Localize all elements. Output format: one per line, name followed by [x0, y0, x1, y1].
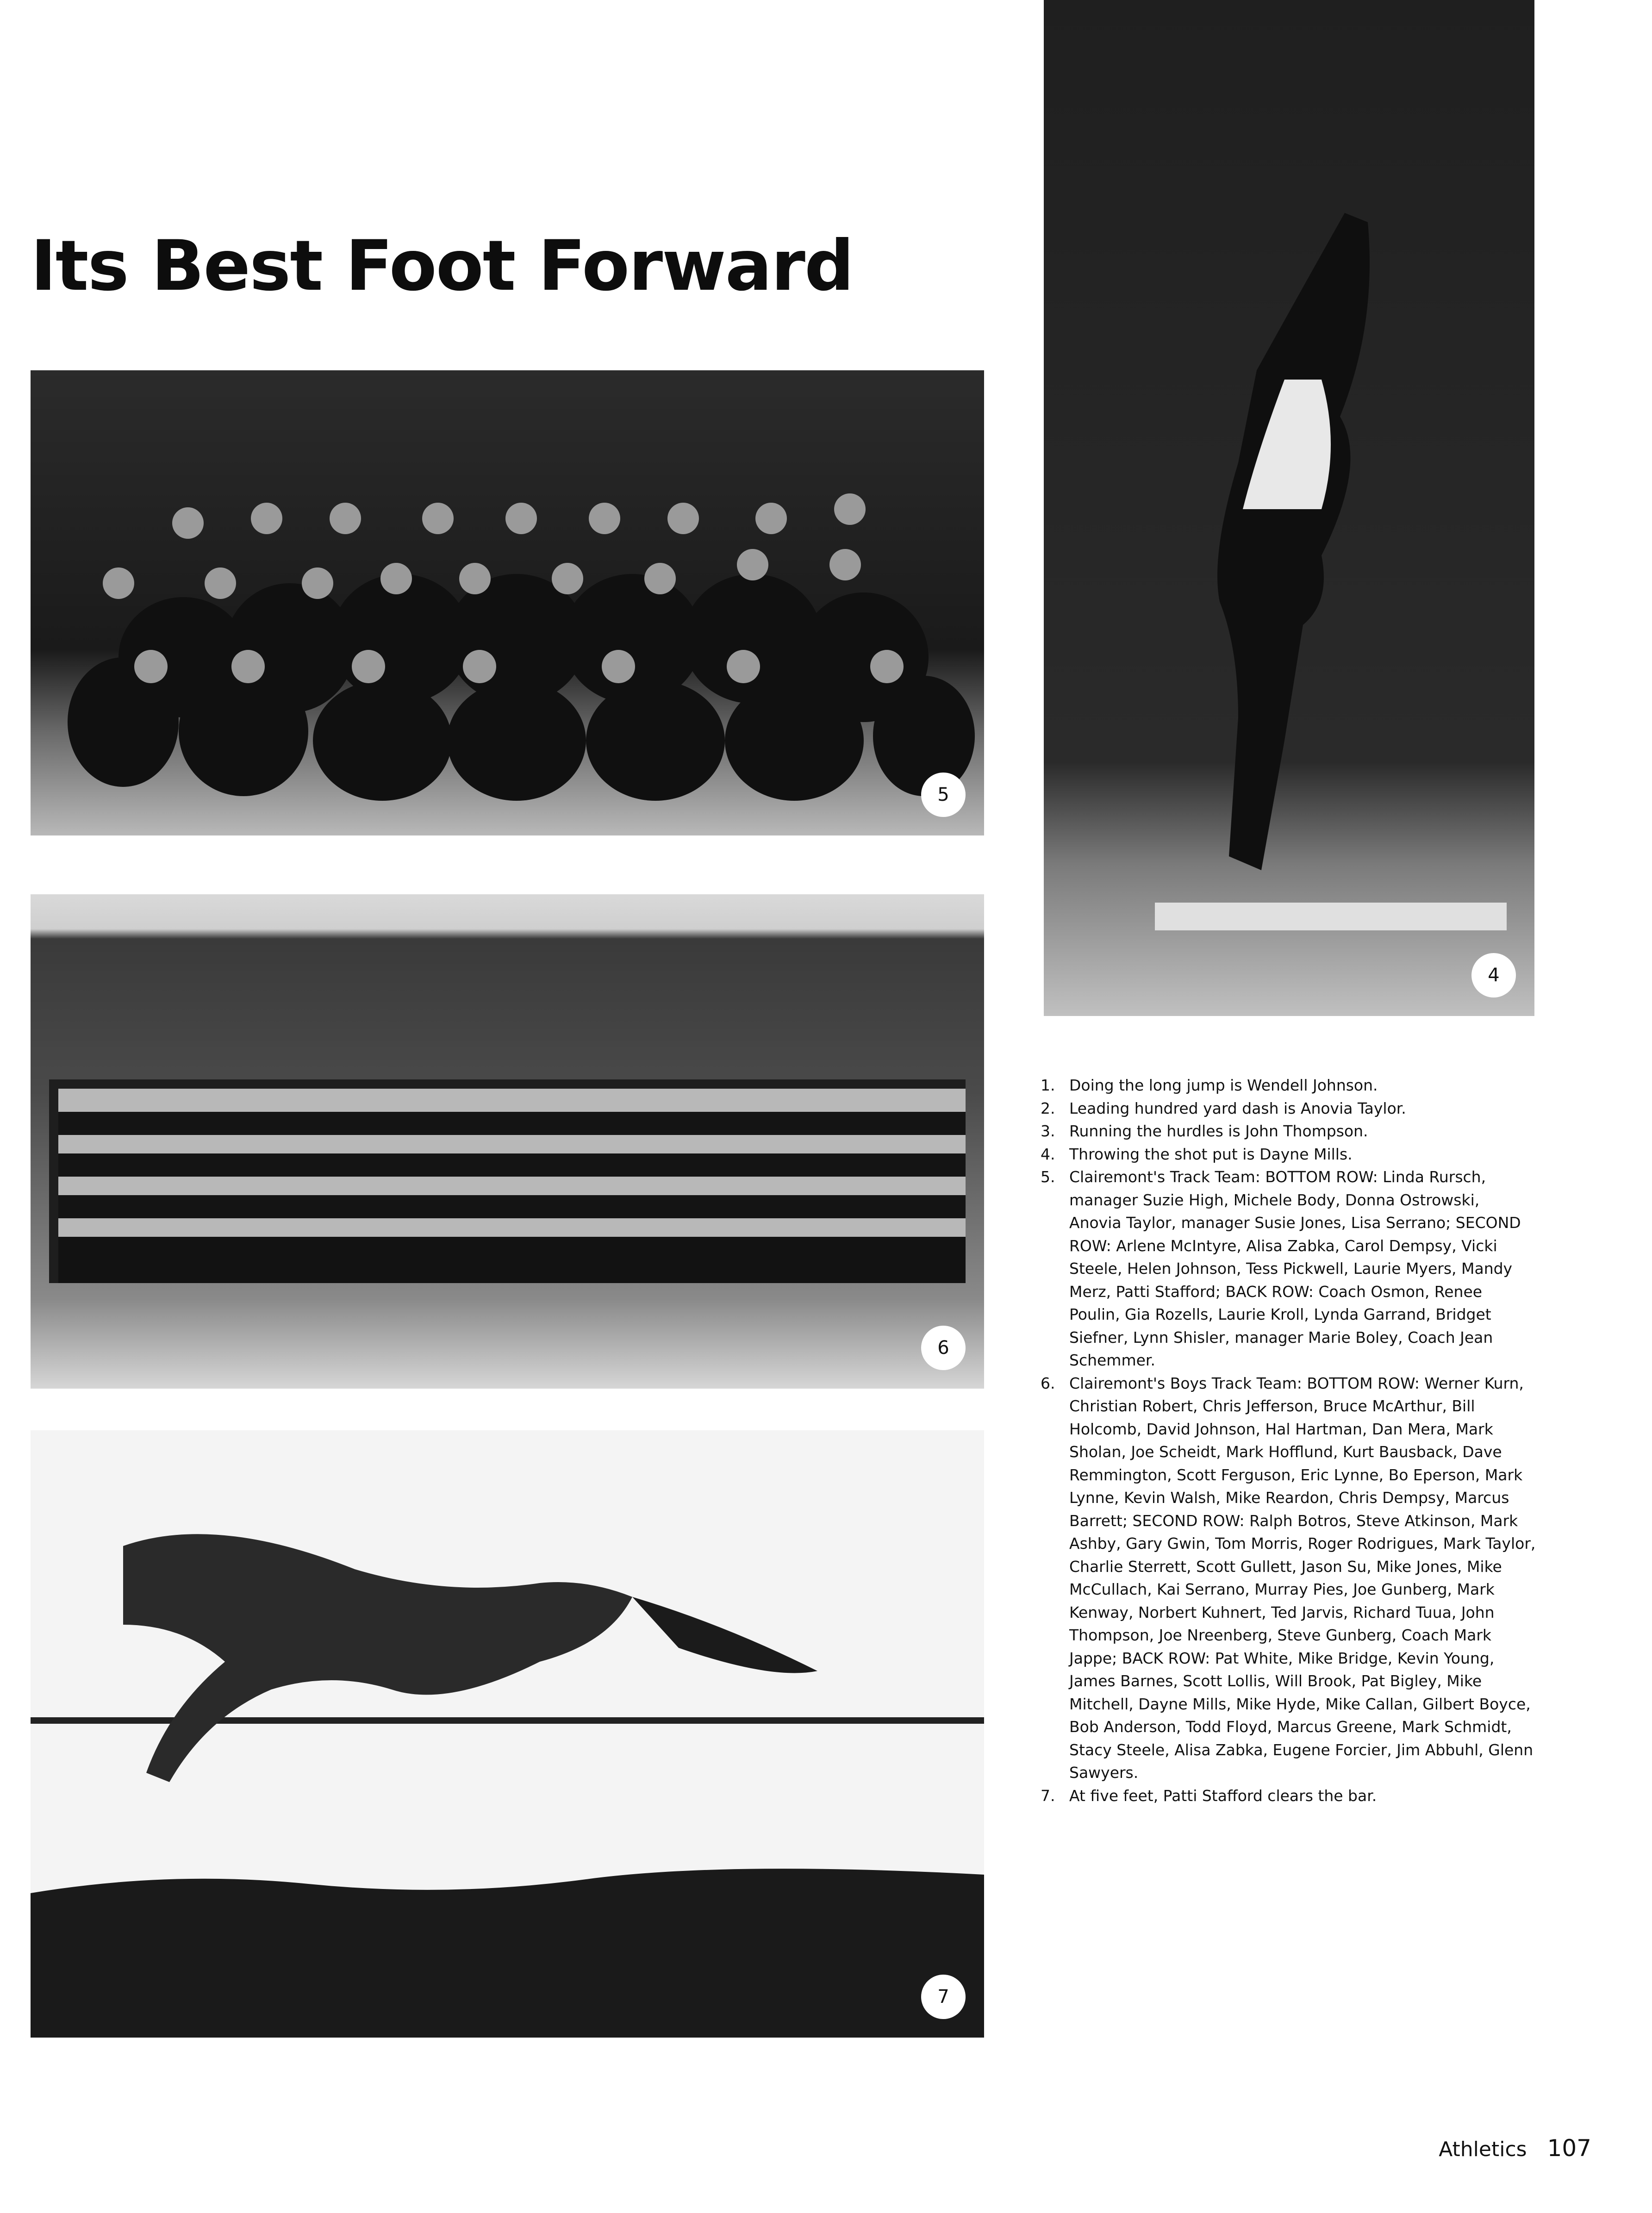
- girls-team-image: [31, 370, 984, 835]
- girls-track-team-photo: [31, 370, 984, 835]
- section-label: Athletics: [1439, 2138, 1527, 2161]
- caption-text: Clairemont's Track Team: BOTTOM ROW: Linda Rursch, manager Suzie High, Michele Body, Donna Ostrowski, Anovia Taylor, manager Susie Jones, Lisa Serrano; SECOND ROW: Arlene McIntyre, Alisa Zabka, Carol Dempsy, Vicki Steele, Helen Johnson, Tess Pickwell, Laurie Myers, Mandy Merz, Patti Stafford; BACK ROW: Coach Osmon, Renee Poulin, Gia Rozells, Laurie Kroll, Lynda Garrand, Bridget Siefner, Lynn Shisler, manager Marie Boley, Coach Jean Schemmer.: [1069, 1168, 1521, 1369]
- caption-number: 7.: [1041, 1786, 1055, 1805]
- boys-team-image: [31, 894, 984, 1389]
- high-jump-image: [31, 1430, 984, 2038]
- page-title: Its Best Foot Forward: [31, 226, 854, 306]
- caption-number: 5.: [1041, 1168, 1055, 1186]
- caption-number: 2.: [1041, 1099, 1055, 1117]
- caption-text: Throwing the shot put is Dayne Mills.: [1069, 1145, 1353, 1163]
- caption-text: Clairemont's Boys Track Team: BOTTOM ROW: Werner Kurn, Christian Robert, Chris Jefferson, Bruce McArthur, Bill Holcomb, David Johnson, Hal Hartman, Dan Mera, Mark Sholan, Joe Scheidt, Mark Hofflund, Kurt Bausback, Dave Remmington, Scott Ferguson, Eric Lynne, Bo Eperson, Mark Lynne, Kevin Walsh, Mike Reardon, Chris Dempsy, Marcus Barrett; SECOND ROW: Ralph Botros, Steve Atkinson, Mark Ashby, Gary Gwin, Tom Morris, Roger Rodrigues, Mark Taylor, Charlie Sterrett, Scott Gullett, Jason Su, Mike Jones, Mike McCullach, Kai Serrano, Murray Pies, Joe Gunberg, Mark Kenway, Norbert Kuhnert, Ted Jarvis, Richard Tuua, John Thompson, Joe Nreenberg, Steve Gunberg, Coach Mark Jappe; BACK ROW: Pat White, Mike Bridge, Kevin Young, James Barnes, Scott Lollis, Will Brook, Pat Bigley, Mike Mitchell, Dayne Mills, Mike Hyde, Mike Callan, Gilbert Boyce, Bob Anderson, Todd Floyd, Marcus Greene, Mark Schmidt, Stacy Steele, Alisa Zabka, Eugene Forcier, Jim Abbuhl, Glenn Sawyers.: [1069, 1374, 1536, 1782]
- caption-number: 3.: [1041, 1122, 1055, 1140]
- shot-put-image: [1044, 0, 1534, 1016]
- photo-number-badge: 4: [1471, 953, 1516, 997]
- caption-text: Doing the long jump is Wendell Johnson.: [1069, 1076, 1378, 1094]
- caption-text: Running the hurdles is John Thompson.: [1069, 1122, 1368, 1140]
- page-number: 107: [1547, 2135, 1591, 2162]
- shot-put-photo: [1044, 0, 1534, 1016]
- caption-item: [1041, 1372, 1536, 1784]
- caption-item: [1041, 1784, 1536, 1808]
- caption-item: [1041, 1166, 1536, 1372]
- photo-number-badge: 5: [921, 773, 966, 817]
- photo-number-badge: 6: [921, 1326, 966, 1370]
- caption-item: [1041, 1120, 1536, 1143]
- caption-item: [1041, 1097, 1536, 1120]
- page-footer: [1439, 2135, 1591, 2162]
- caption-number: 6.: [1041, 1374, 1055, 1392]
- caption-item: [1041, 1143, 1536, 1166]
- caption-number: 1.: [1041, 1076, 1055, 1094]
- caption-text: At five feet, Patti Stafford clears the bar.: [1069, 1786, 1377, 1805]
- caption-number: 4.: [1041, 1145, 1055, 1163]
- boys-track-team-photo: [31, 894, 984, 1389]
- photo-captions: [1041, 1074, 1536, 1807]
- photo-number-badge: 7: [921, 1975, 966, 2019]
- caption-text: Leading hundred yard dash is Anovia Taylor.: [1069, 1099, 1406, 1117]
- high-jump-photo: [31, 1430, 984, 2038]
- caption-item: [1041, 1074, 1536, 1097]
